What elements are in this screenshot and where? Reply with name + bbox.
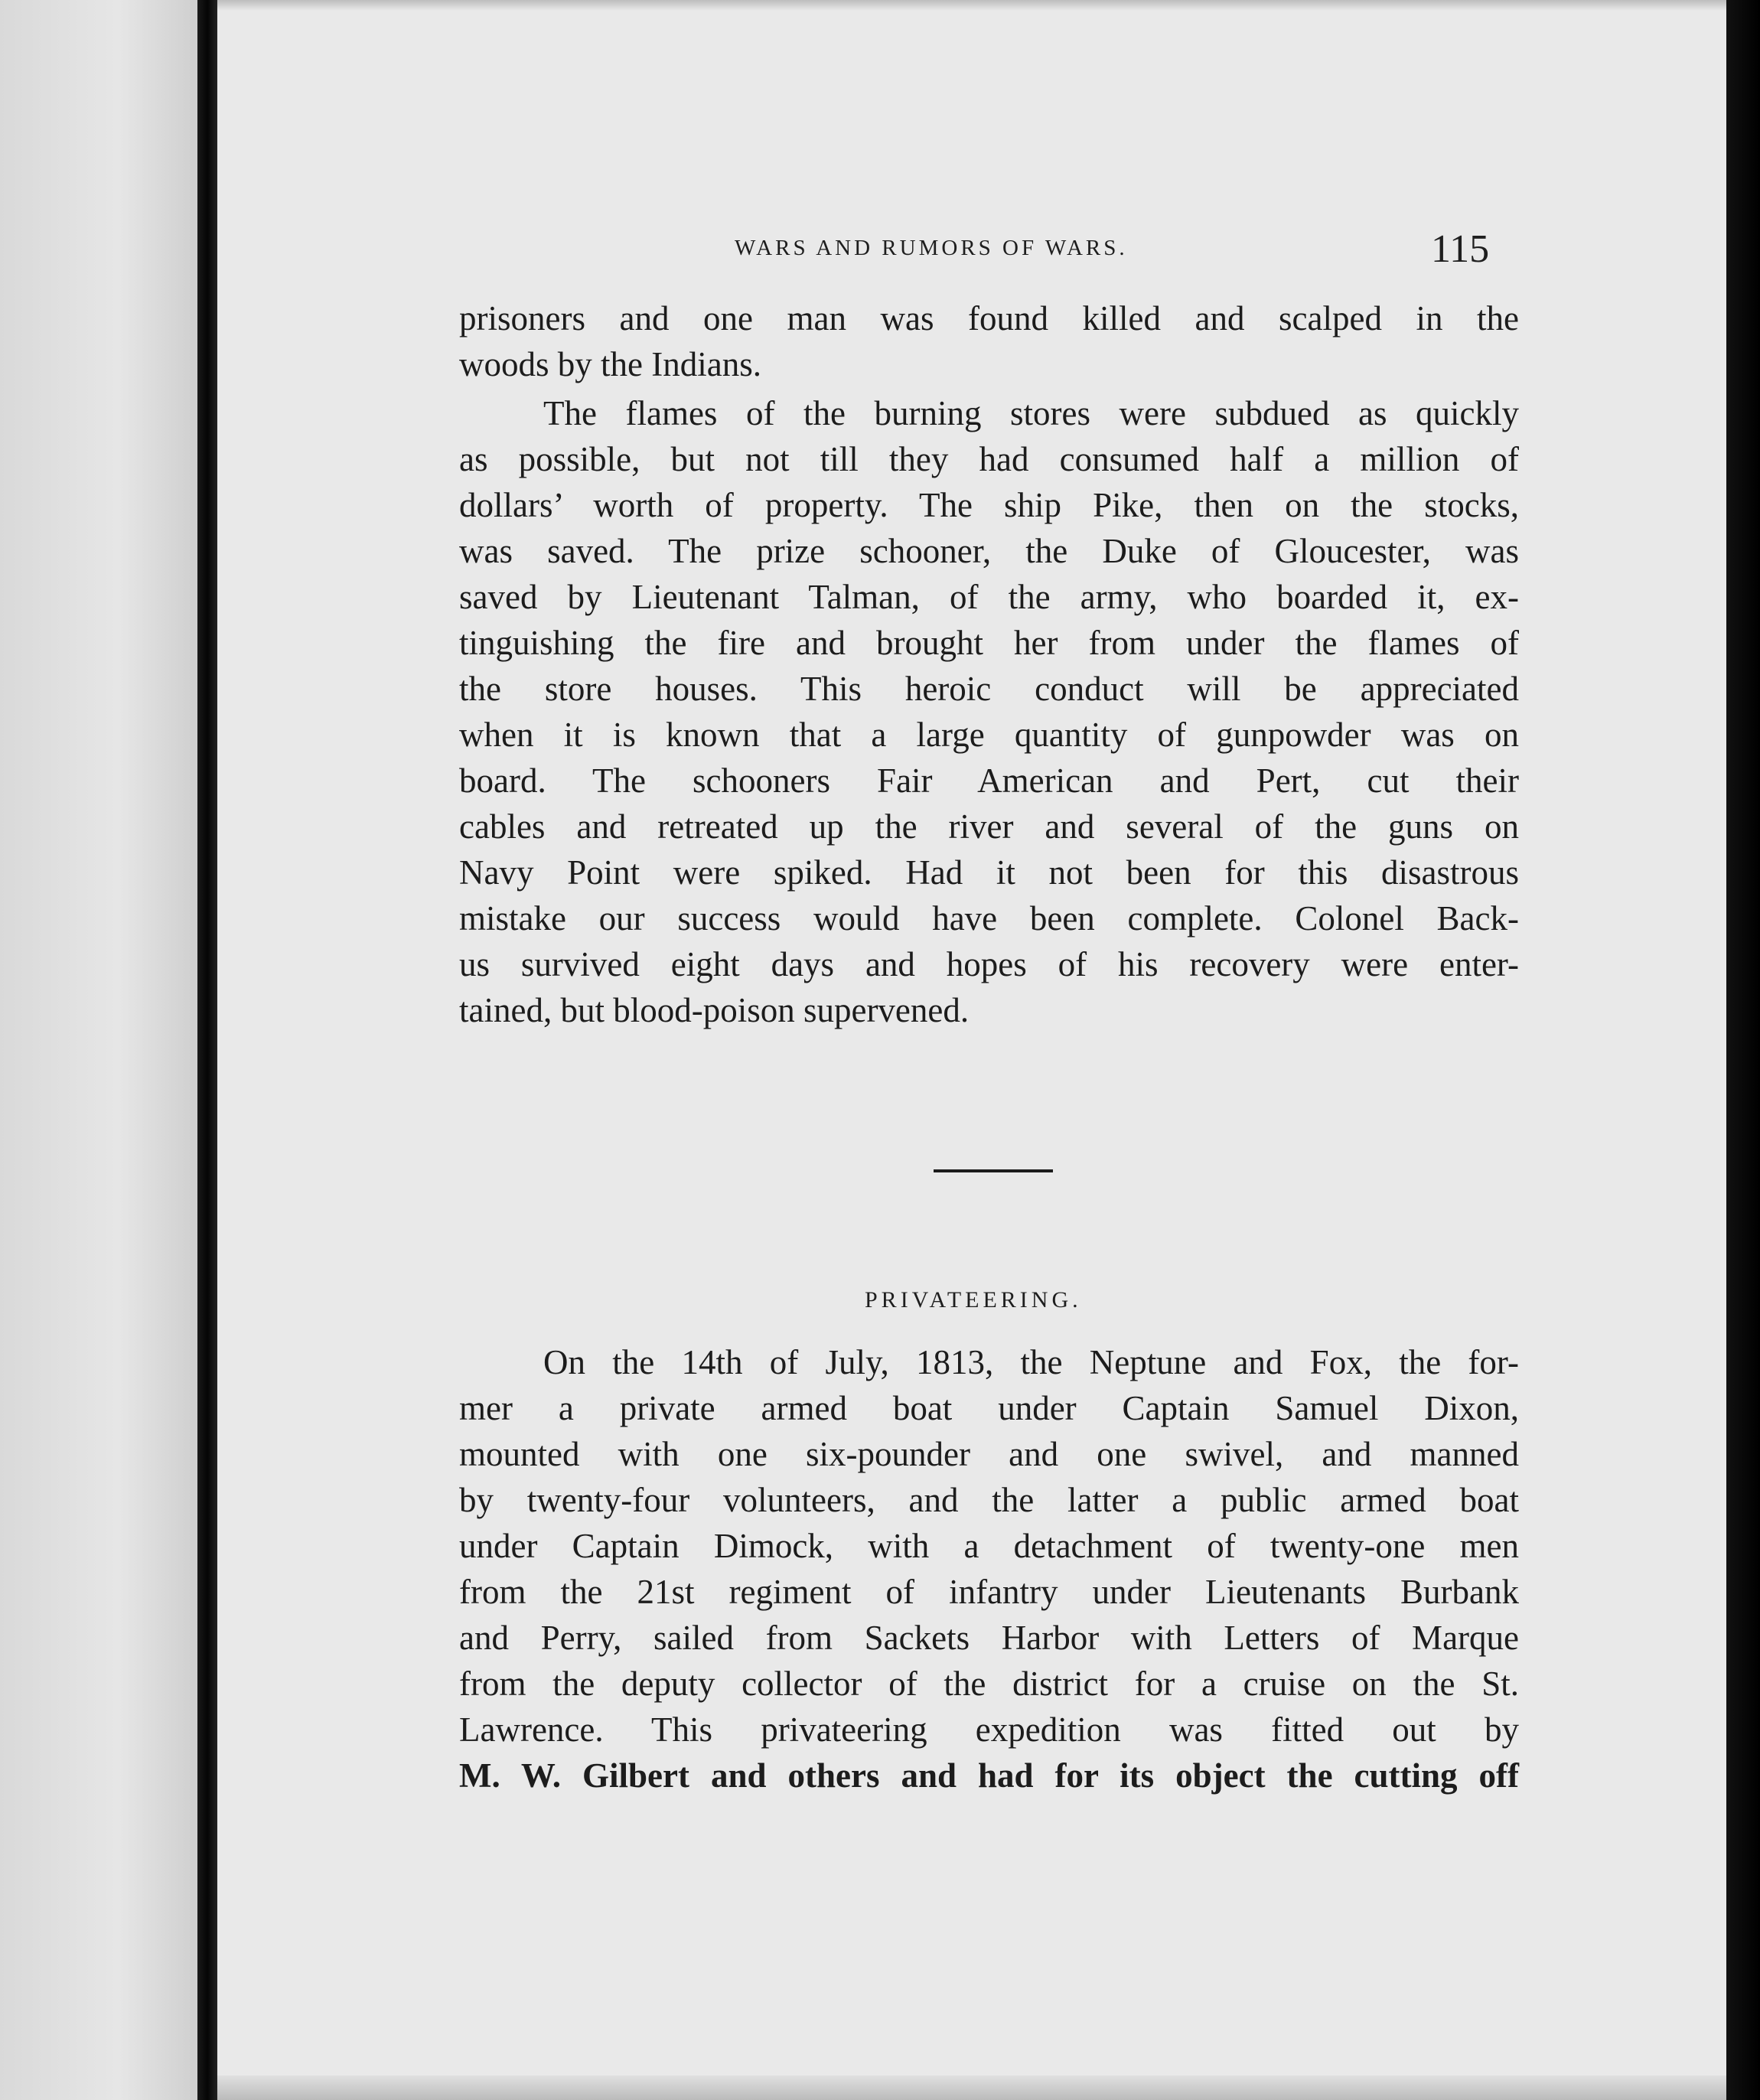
- text-line: mistake our success would have been complete. Colonel Back-: [459, 899, 1519, 938]
- text-line: dollars’ worth of property. The ship Pike, then on the stocks,: [459, 486, 1519, 524]
- page-top-shadow: [217, 0, 1726, 11]
- text-line: board. The schooners Fair American and Pert, cut their: [459, 761, 1519, 800]
- text-line: us survived eight days and hopes of his recovery were enter-: [459, 945, 1519, 983]
- running-head: WARS AND RUMORS OF WARS.: [735, 236, 1128, 260]
- text-line: mounted with one six-pounder and one swivel, and manned: [459, 1435, 1519, 1473]
- text-line: Navy Point were spiked. Had it not been for this disastrous: [459, 853, 1519, 892]
- section-divider: [934, 1169, 1053, 1172]
- text-line: when it is known that a large quantity of gunpowder was on: [459, 716, 1519, 754]
- text-line: as possible, but not till they had consumed half a million of: [459, 440, 1519, 478]
- text-line: was saved. The prize schooner, the Duke of Gloucester, was: [459, 532, 1519, 570]
- text-line: from the deputy collector of the district for a cruise on the St.: [459, 1665, 1519, 1703]
- text-line: saved by Lieutenant Talman, of the army, who boarded it, ex-: [459, 578, 1519, 616]
- page-bottom-edge: [217, 2076, 1726, 2100]
- text-line: The flames of the burning stores were subdued as quickly: [543, 394, 1519, 432]
- text-line: cables and retreated up the river and several of the guns on: [459, 807, 1519, 846]
- continuation-text: [459, 295, 1519, 387]
- text-line: by twenty-four volunteers, and the latter a public armed boat: [459, 1481, 1519, 1519]
- text-line: On the 14th of July, 1813, the Neptune and Fox, the for-: [543, 1343, 1519, 1381]
- right-page-edge: [1726, 0, 1760, 2100]
- text-line: tained, but blood-poison supervened.: [459, 991, 970, 1029]
- section-title: PRIVATEERING.: [865, 1287, 1082, 1312]
- text-line: from the 21st regiment of infantry under Lieutenants Burbank: [459, 1573, 1519, 1611]
- text-line: M. W. Gilbert and others and had for its object the cutting off: [459, 1756, 1519, 1795]
- text-line: mer a private armed boat under Captain Samuel Dixon,: [459, 1389, 1519, 1427]
- page-number: 115: [1431, 227, 1490, 271]
- paragraph-fire: [459, 390, 1519, 1033]
- text-line: woods by the Indians.: [459, 345, 761, 383]
- text-line: and Perry, sailed from Sackets Harbor with Letters of Marque: [459, 1619, 1519, 1657]
- text-line: the store houses. This heroic conduct will be appreciated: [459, 670, 1519, 708]
- text-line: Lawrence. This privateering expedition was fitted out by: [459, 1710, 1519, 1749]
- text-line: prisoners and one man was found killed and scalped in the: [459, 299, 1519, 338]
- facing-page-edge: [0, 0, 197, 2100]
- book-gutter: [197, 0, 217, 2100]
- paragraph-privateering: [459, 1339, 1519, 1798]
- text-line: tinguishing the fire and brought her from under the flames of: [459, 624, 1519, 662]
- text-line: under Captain Dimock, with a detachment of twenty-one men: [459, 1527, 1519, 1565]
